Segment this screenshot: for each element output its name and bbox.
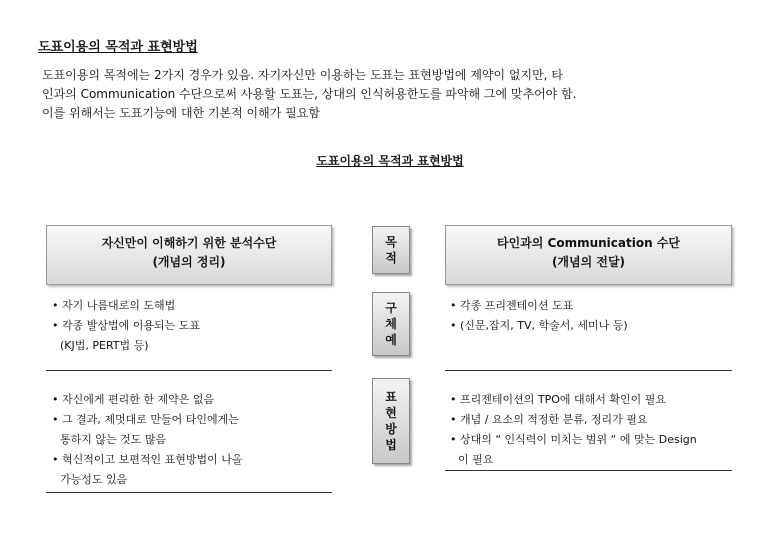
diagram-title: 도표이용의 목적과 표현방법 (316, 154, 464, 168)
left-header-box (46, 225, 332, 285)
method-tag (372, 378, 410, 464)
method-tag-char-3: 방 (385, 422, 397, 436)
left-method-item-5: 가능성도 있음 (60, 473, 128, 486)
right-method-item-1: • 프리젠테이션의 TPO에 대해서 확인이 필요 (450, 393, 666, 406)
intro-line-3: 이를 위해서는 도표기능에 대한 기본적 이해가 필요함 (42, 106, 320, 120)
right-method-item-2: • 개념 / 요소의 적정한 분류, 정리가 필요 (450, 413, 648, 426)
left-header-line-1: 자신만이 이해하기 위한 분석수단 (101, 236, 277, 250)
left-method-item-1: • 자신에게 편리한 한 제약은 없음 (52, 393, 215, 406)
right-divider-2 (445, 470, 732, 471)
purpose-tag (372, 226, 410, 274)
left-example-item-1: • 자기 나름대로의 도해법 (52, 299, 176, 312)
right-divider-1 (445, 370, 732, 371)
right-header-line-2: (개념의 전달) (551, 255, 626, 269)
left-example-item-2: • 각종 발상법에 이용되는 도표 (52, 319, 200, 332)
left-method-item-3: 통하지 않는 것도 많음 (60, 433, 167, 446)
example-tag-char-2: 체 (385, 317, 397, 331)
left-example-item-3: (KJ법, PERT법 등) (60, 339, 149, 352)
right-methods-list (450, 390, 750, 470)
purpose-tag-char-2: 적 (385, 251, 397, 265)
right-header-line-1: 타인과의 Communication 수단 (496, 236, 680, 250)
right-example-item-2: • (신문,잡지, TV, 학술서, 세미나 등) (450, 319, 628, 332)
example-tag (372, 292, 410, 356)
left-divider-1 (46, 370, 332, 371)
method-tag-char-4: 법 (385, 438, 397, 452)
intro-line-1: 도표이용의 목적에는 2가지 경우가 있음. 자기자신만 이용하는 도표는 표현방법에 제약이 없지만, 타 (42, 68, 563, 82)
left-examples-list (52, 296, 342, 356)
left-methods-list (52, 390, 342, 490)
intro-paragraph (42, 66, 742, 123)
section-heading: 도표이용의 목적과 표현방법 (38, 40, 198, 55)
intro-line-2: 인과의 Communication 수단으로써 사용할 도표는, 상대의 인식허용한도를 파악해 그에 맞추어야 함. (42, 87, 577, 101)
right-examples-list (450, 296, 750, 336)
left-divider-2 (46, 492, 332, 493)
example-tag-char-3: 예 (385, 333, 397, 347)
purpose-tag-char-1: 목 (385, 235, 397, 249)
left-method-item-2: • 그 결과, 제멋대로 만들어 타인에게는 (52, 413, 239, 426)
right-example-item-1: • 각종 프리젠테이션 도표 (450, 299, 574, 312)
right-header-box (445, 225, 732, 285)
method-tag-char-2: 현 (385, 406, 397, 420)
left-header-line-2: (개념의 정리) (152, 255, 226, 269)
right-method-item-3: • 상대의 “ 인식력이 미치는 범위 “ 에 맞는 Design (450, 433, 697, 446)
example-tag-char-1: 구 (385, 301, 397, 315)
left-method-item-4: • 혁신적이고 보편적인 표현방법이 나올 (52, 453, 243, 466)
method-tag-char-1: 표 (385, 390, 397, 404)
right-method-item-4: 이 필요 (458, 453, 494, 466)
